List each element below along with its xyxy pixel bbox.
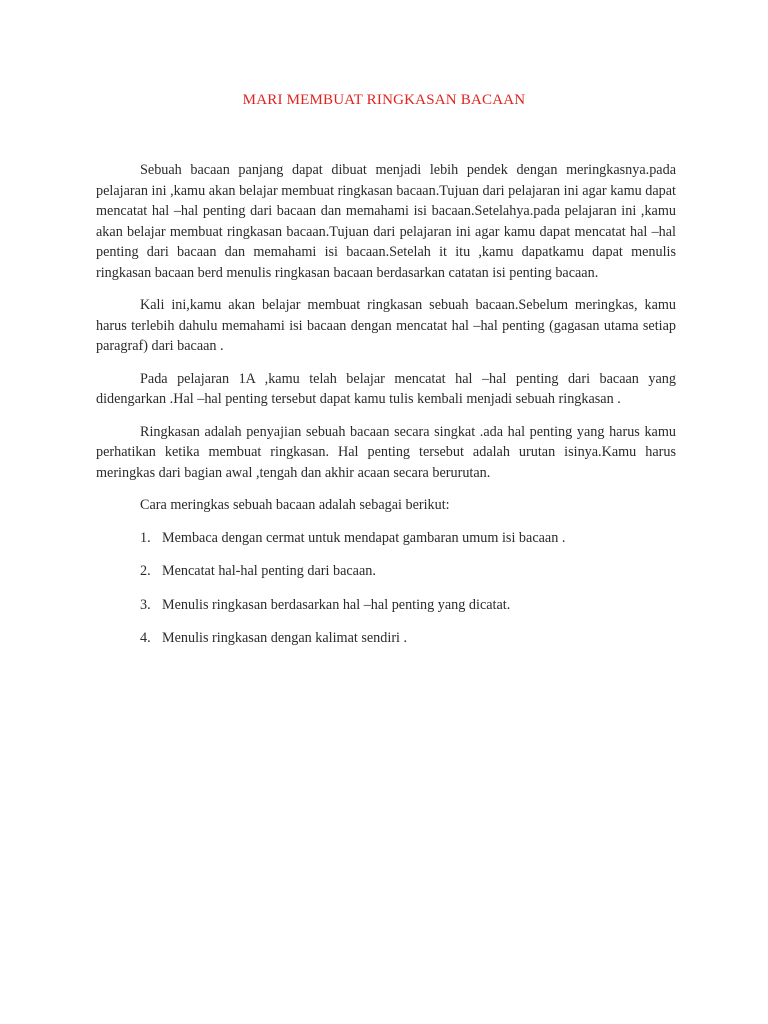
paragraph: Sebuah bacaan panjang dapat dibuat menjadi lebih pendek dengan meringkasnya.pada pelajaran ini ,kamu akan belajar membuat ringkasan bacaan.Tujuan dari pelajaran ini agar kamu dapat mencatat hal –hal penting dari bacaan dan memahami isi bacaan.Setelahya.pada pelajaran ini ,kamu akan belajar membuat ringkasan bacaan.Tujuan dari pelajaran ini agar kamu dapat mencatat hal –hal penting dari bacaan dan memahami isi bacaan.Setelah it itu ,kamu dapatkamu dapat menulis ringkasan bacaan berd menulis ringkasan bacaan berdasarkan catatan isi penting bacaan. [96,162,676,281]
steps-list [96,528,676,649]
paragraph: Ringkasan adalah penyajian sebuah bacaan secara singkat .ada hal penting yang harus kamu perhatikan ketika membuat ringkasan. Hal penting tersebut adalah urutan isinya.Kamu harus meringkas dari bagian awal ,tengah dan akhir acaan secara berurutan. [96,423,676,481]
steps-intro: Cara meringkas sebuah bacaan adalah sebagai berikut: [140,497,450,513]
step-text: Menulis ringkasan dengan kalimat sendiri . [162,630,408,646]
list-item [140,628,676,649]
step-number: 4. [140,630,151,646]
list-item [140,595,676,616]
step-number: 2. [140,563,151,579]
step-text: Mencatat hal-hal penting dari bacaan. [162,563,376,579]
step-number: 1. [140,529,151,546]
paragraph: Kali ini,kamu akan belajar membuat ringkasan sebuah bacaan.Sebelum meringkas, kamu harus terlebih dahulu memahami isi bacaan dengan mencatat hal –hal penting (gagasan utama setiap paragraf) dari bacaan . [96,297,676,354]
document-body [96,160,676,662]
document-title: MARI MEMBUAT RINGKASAN BACAAN [242,92,526,108]
list-item [140,528,676,549]
step-number: 3. [140,596,151,613]
step-text: Membaca dengan cermat untuk mendapat gambaran umum isi bacaan . [162,529,566,546]
list-item [140,561,676,582]
step-text: Menulis ringkasan berdasarkan hal –hal penting yang dicatat. [162,596,511,613]
paragraph: Pada pelajaran 1A ,kamu telah belajar mencatat hal –hal penting dari bacaan yang didengarkan .Hal –hal penting tersebut dapat kamu tulis kembali menjadi sebuah ringkasan . [96,370,676,407]
